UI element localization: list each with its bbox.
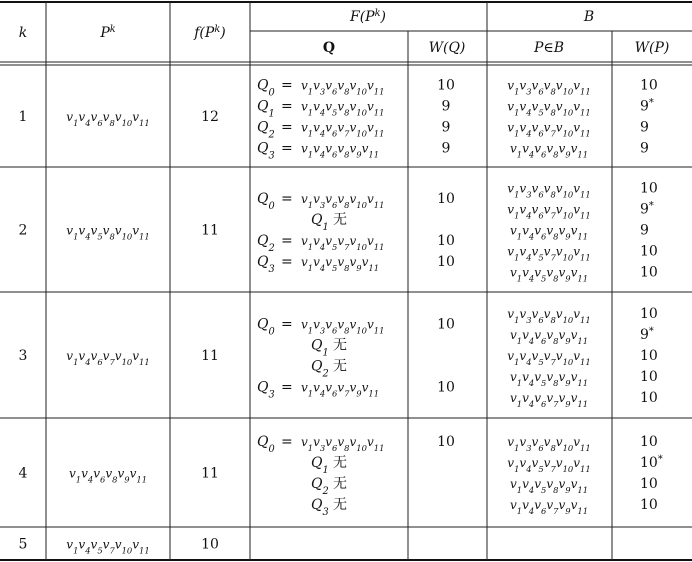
b-weight: 10 bbox=[640, 369, 658, 385]
header-pk: $P^k$ bbox=[100, 23, 116, 41]
row-fpk: 10 bbox=[201, 536, 219, 553]
row-pk: $v_1v_4v_6v_7v_{10}v_{11}$ bbox=[66, 349, 150, 367]
header-B: B bbox=[583, 9, 595, 25]
header-fpk: $f(P^k)$ bbox=[194, 23, 226, 41]
q-label: $Q_0$ bbox=[257, 191, 275, 212]
q-weight: 10 bbox=[437, 254, 455, 270]
b-weight: 10 bbox=[640, 264, 658, 281]
row-fpk: 11 bbox=[201, 222, 219, 239]
b-path: $v_1v_4v_5v_8v_{10}v_{11}$ bbox=[507, 99, 591, 118]
q-label: $Q_2$ bbox=[311, 358, 329, 379]
q-label: $Q_1$ bbox=[311, 455, 329, 476]
q-label: $Q_1$ bbox=[257, 98, 275, 119]
row-pk: $v_1v_4v_6v_8v_9v_{11}$ bbox=[68, 466, 148, 485]
q-path: $v_1v_4v_6v_7v_{10}v_{11}$ bbox=[301, 120, 385, 139]
q-none: 无 bbox=[333, 337, 347, 354]
q-label: $Q_3$ bbox=[311, 497, 329, 518]
header-WP: W(P) bbox=[634, 40, 670, 56]
row-k: 1 bbox=[18, 109, 28, 125]
q-weight: 9 bbox=[441, 140, 451, 157]
q-weight: 10 bbox=[437, 77, 455, 94]
row-fpk: 11 bbox=[201, 465, 219, 482]
q-label: $Q_1$ bbox=[311, 337, 329, 358]
header-k: k bbox=[18, 25, 28, 41]
q-label: $Q_3$ bbox=[257, 140, 275, 161]
b-path: $v_1v_4v_5v_8v_9v_{11}$ bbox=[509, 370, 589, 388]
q-none: 无 bbox=[333, 358, 347, 375]
b-weight: 10 bbox=[640, 476, 658, 492]
b-weight: 9* bbox=[640, 97, 654, 115]
q-equals: = bbox=[281, 140, 293, 157]
q-weight: 10 bbox=[437, 316, 455, 333]
q-label: $Q_0$ bbox=[257, 434, 275, 455]
q-none: 无 bbox=[333, 455, 347, 471]
row-k: 2 bbox=[18, 222, 28, 239]
q-path: $v_1v_3v_6v_8v_{10}v_{11}$ bbox=[301, 192, 385, 210]
b-weight: 9 bbox=[640, 119, 649, 136]
b-weight: 9* bbox=[640, 325, 654, 343]
q-weight: 9 bbox=[441, 119, 451, 136]
b-path: $v_1v_4v_6v_7v_{10}v_{11}$ bbox=[507, 202, 591, 221]
q-weight: 10 bbox=[437, 191, 455, 207]
q-label: $Q_0$ bbox=[257, 316, 275, 337]
q-label: $Q_2$ bbox=[257, 119, 275, 140]
header-PinB: P∈B bbox=[533, 40, 565, 56]
b-path: $v_1v_4v_5v_7v_{10}v_{11}$ bbox=[507, 244, 591, 263]
b-path: $v_1v_4v_5v_8v_9v_{11}$ bbox=[509, 265, 589, 284]
q-path: $v_1v_4v_5v_8v_{10}v_{11}$ bbox=[301, 99, 385, 118]
b-path: $v_1v_4v_6v_7v_9v_{11}$ bbox=[509, 391, 589, 409]
q-path: $v_1v_3v_6v_8v_{10}v_{11}$ bbox=[301, 317, 385, 336]
header-Fpk: $F(P^k)$ bbox=[349, 7, 387, 25]
b-weight: 10* bbox=[640, 453, 663, 471]
q-equals: = bbox=[281, 316, 293, 333]
b-path: $v_1v_3v_6v_8v_{10}v_{11}$ bbox=[507, 181, 591, 200]
q-label: $Q_0$ bbox=[257, 77, 275, 98]
b-weight: 10 bbox=[640, 497, 658, 513]
row-pk: $v_1v_4v_5v_8v_{10}v_{11}$ bbox=[66, 223, 150, 242]
q-label: $Q_2$ bbox=[311, 476, 329, 497]
b-path: $v_1v_4v_5v_8v_9v_{11}$ bbox=[509, 477, 589, 495]
q-path: $v_1v_4v_5v_7v_{10}v_{11}$ bbox=[301, 234, 385, 252]
q-path: $v_1v_3v_6v_8v_{10}v_{11}$ bbox=[301, 78, 385, 97]
row-k: 5 bbox=[18, 536, 28, 553]
b-weight: 10 bbox=[640, 243, 658, 260]
b-weight: 9 bbox=[640, 140, 649, 157]
b-path: $v_1v_4v_6v_7v_9v_{11}$ bbox=[509, 498, 589, 516]
b-weight: 10 bbox=[640, 348, 658, 364]
b-path: $v_1v_4v_5v_7v_{10}v_{11}$ bbox=[507, 456, 591, 474]
q-equals: = bbox=[281, 254, 293, 270]
b-path: $v_1v_3v_6v_8v_{10}v_{11}$ bbox=[507, 307, 591, 325]
q-label: $Q_3$ bbox=[257, 254, 275, 275]
header-Q: Q bbox=[322, 40, 336, 56]
row-fpk: 11 bbox=[201, 348, 219, 364]
q-equals: = bbox=[281, 233, 293, 249]
row-pk: $v_1v_4v_6v_8v_{10}v_{11}$ bbox=[66, 110, 150, 128]
row-pk: $v_1v_4v_5v_7v_{10}v_{11}$ bbox=[66, 537, 150, 556]
q-equals: = bbox=[281, 379, 293, 396]
q-label: $Q_3$ bbox=[257, 379, 275, 400]
q-path: $v_1v_4v_5v_8v_9v_{11}$ bbox=[301, 255, 380, 273]
b-weight: 10 bbox=[640, 306, 658, 322]
b-weight: 10 bbox=[640, 390, 658, 406]
b-path: $v_1v_3v_6v_8v_{10}v_{11}$ bbox=[507, 78, 591, 97]
b-path: $v_1v_3v_6v_8v_{10}v_{11}$ bbox=[507, 435, 591, 453]
q-weight: 10 bbox=[437, 434, 455, 450]
q-equals: = bbox=[281, 191, 293, 207]
table-body bbox=[19, 78, 663, 556]
q-label: $Q_2$ bbox=[257, 233, 275, 254]
b-weight: 9* bbox=[640, 200, 654, 218]
q-weight: 9 bbox=[441, 98, 451, 115]
q-path: $v_1v_3v_6v_8v_{10}v_{11}$ bbox=[301, 435, 385, 453]
b-weight: 9 bbox=[640, 222, 649, 239]
b-path: $v_1v_4v_6v_8v_9v_{11}$ bbox=[509, 328, 589, 346]
q-equals: = bbox=[281, 98, 293, 115]
row-k: 4 bbox=[18, 465, 28, 482]
q-path: $v_1v_4v_6v_7v_9v_{11}$ bbox=[301, 380, 380, 399]
b-weight: 10 bbox=[640, 434, 658, 450]
q-equals: = bbox=[281, 77, 293, 94]
q-equals: = bbox=[281, 119, 293, 136]
q-label: $Q_1$ bbox=[311, 212, 329, 233]
b-path: $v_1v_4v_6v_8v_9v_{11}$ bbox=[509, 223, 589, 242]
row-k: 3 bbox=[18, 348, 28, 364]
q-weight: 10 bbox=[437, 233, 455, 249]
b-path: $v_1v_4v_5v_7v_{10}v_{11}$ bbox=[507, 349, 591, 367]
q-path: $v_1v_4v_6v_8v_9v_{11}$ bbox=[301, 141, 380, 160]
b-weight: 10 bbox=[640, 77, 658, 94]
q-equals: = bbox=[281, 434, 293, 450]
b-path: $v_1v_4v_6v_7v_{10}v_{11}$ bbox=[507, 120, 591, 139]
q-none: 无 bbox=[333, 497, 347, 513]
q-none: 无 bbox=[333, 476, 347, 492]
row-fpk: 12 bbox=[201, 109, 219, 125]
q-none: 无 bbox=[333, 212, 347, 228]
q-weight: 10 bbox=[437, 379, 455, 396]
b-path: $v_1v_4v_6v_8v_9v_{11}$ bbox=[509, 141, 589, 160]
header-WQ: W(Q) bbox=[428, 40, 466, 56]
b-weight: 10 bbox=[640, 180, 658, 197]
